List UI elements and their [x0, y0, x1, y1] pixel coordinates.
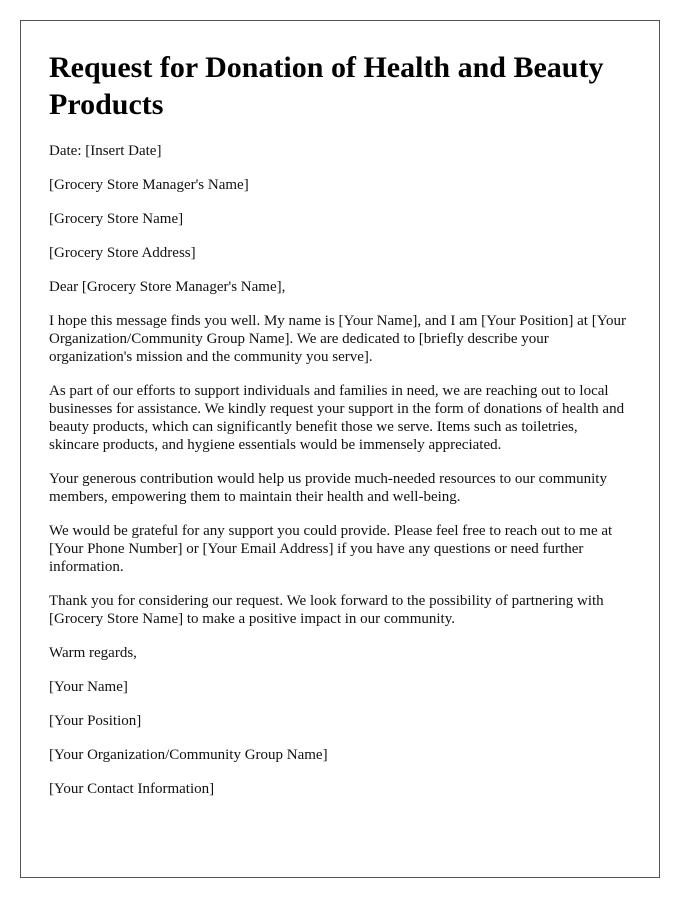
signature-contact: [Your Contact Information]	[49, 781, 215, 797]
body-paragraph-contact: We would be grateful for any support you could provide. Please feel free to reach out to me at [Your Phone Number] or [Your Email Address] if you have any questions or need further information.	[49, 523, 613, 575]
signature-position: [Your Position]	[49, 713, 142, 729]
letter-title: Request for Donation of Health and Beauty Products	[49, 51, 604, 121]
body-paragraph-impact: Your generous contribution would help us provide much-needed resources to our community members, empowering them to maintain their health and well-being.	[49, 471, 607, 505]
letter-page	[20, 20, 660, 878]
salutation: Dear [Grocery Store Manager's Name],	[49, 279, 286, 295]
body-paragraph-intro: I hope this message finds you well. My name is [Your Name], and I am [Your Position] at [Your Organization/Community Group Name]. We are dedicated to [briefly describe your organization's mission and the community you serve].	[49, 313, 627, 365]
body-paragraph-thanks: Thank you for considering our request. We look forward to the possibility of partnering with [Grocery Store Name] to make a positive impact in our community.	[49, 593, 604, 627]
recipient-name: [Grocery Store Manager's Name]	[49, 177, 249, 193]
body-paragraph-request: As part of our efforts to support individuals and families in need, we are reaching out to local businesses for assistance. We kindly request your support in the form of donations of health and beauty products, which can significantly benefit those we serve. Items such as toiletries, skincare products, and hygiene essentials would be immensely appreciated.	[49, 383, 625, 453]
signature-name: [Your Name]	[49, 679, 128, 695]
store-name: [Grocery Store Name]	[49, 211, 184, 227]
closing: Warm regards,	[49, 645, 137, 661]
store-address: [Grocery Store Address]	[49, 245, 196, 261]
signature-organization: [Your Organization/Community Group Name]	[49, 747, 328, 763]
date-line: Date: [Insert Date]	[49, 143, 162, 159]
